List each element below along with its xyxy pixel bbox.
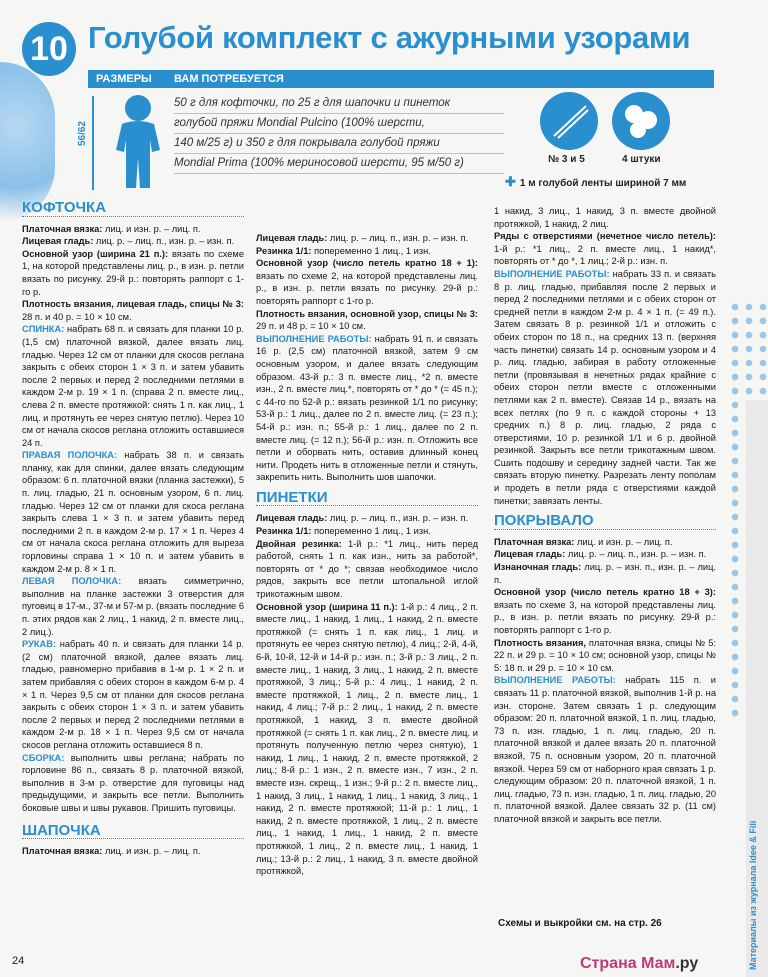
- materials-list: [174, 94, 504, 174]
- spine-text: Материалы из журнала Idee & Fili: [748, 820, 758, 970]
- page-title: Голубой комплект с ажурными узорами: [88, 20, 691, 55]
- watermark: Страна Мам.ру: [580, 955, 699, 972]
- section-title-hat: ШАПОЧКА: [22, 825, 244, 840]
- child-silhouette-icon: [108, 92, 168, 192]
- needles-size: № 3 и 5: [548, 154, 585, 165]
- materials-line: Mondial Prima (100% мериносовой шерсти, 95 м/50 г): [174, 154, 504, 174]
- buttons-count: 4 штуки: [622, 154, 661, 165]
- needles-icon: [540, 92, 598, 150]
- plus-icon: ✚: [505, 174, 516, 189]
- section-title-boots: ПИНЕТКИ: [256, 492, 478, 507]
- column-boots-blanket: 1 накид, 3 лиц., 1 накид, 3 п. вместе двойной протяжкой, 1 накид, 2 лиц. Ряды с отверстиями (нечетное число петель): 1-й р.: *1 лиц., 2 п. вместе лиц., 1 накид*, повторять от * до *, 1 лиц.; 2-й р.: изн. п. ВЫПОЛНЕНИЕ РАБОТЫ: набрать 33 п. и связать 8 р. лиц. гладью, прибавляя после 2 первых и перед 2 последними петлями и с обеих сторон от средней петли в каждом 2-м р. 4 × 1 п. (= 49 п.). Затем связать 8 р. резинкой 1/1 и отложить с обеих сторон по 18 п., на средних 13 п. (верхняя часть пинетки) связать 14 р. основным узором и 4 р. лиц. гладью, забирая в работу отложенные петли (провязывая в нечетных рядах крайние с обеих сторон петли вместе с отложенными петлями как 2 п. вместе). Связав 14 р., вязать на всех петлях (по 9 п. с каждой стороны + 13 средних п.) 8 р. лиц. гладью, 2 ряда с отверстиями, 10 р. резинкой 1/1 и 6 р. двойной резинкой. Закрыть все петли трикотажным швом. Сшить подошву и середину задней части. Так же связать вторую пинетку. Разрезать ленту пополам и продеть в петли ряда с отверстиями каждой пинетки; завязать ленты. ПОКРЫВАЛО Платочная вязка: лиц. и изн. р. – лиц. п. Лицевая гладь: лиц. р. – лиц. п., изн. р. – изн. п. Изнаночная гладь: лиц. р. – изн. п., изн. р. – лиц. п. Основной узор (число петель кратно 18 + 3): вязать по схеме 3, на которой представлены лиц. р., в изн. р. петли вязать по рисунку. 29-й р.: повторять раппорт с 1-го р. Плотность вязания, платочная вязка, спицы № 5: 22 п. и 29 р. = 10 × 10 см; основной узор, спицы № 5: 18 п. и 29 р. = 10 × 10 см. ВЫПОЛНЕНИЕ РАБОТЫ: набрать 115 п. и связать 11 р. платочной вязкой, выполнив 1-й р. на изн. стороне. Затем связать 1 р. следующим образом: 20 п. платочной вязкой, 1 п. лиц. гладью, 73 п. изн. гладью, 1 п. лиц. гладью, 20 п. платочной вязкой и далее вязать 20 п. платочной вязкой, 75 п. основным узором, 20 п. платочной вязкой. Через 59 см от наборного края связать 1 р. следующим образом: 20 п. платочной вязкой, 1 п. лиц. гладью, 73 п. изн. гладью, 1 п. лиц. гладью, 20 п. платочной вязкой. Далее связать 32 р. (11 см) платочной вязкой и закрыть все петли.: [494, 206, 716, 824]
- project-number-badge: 10: [22, 22, 76, 76]
- section-title-blanket: ПОКРЫВАЛО: [494, 515, 716, 530]
- section-title-kofta: КОФТОЧКА: [22, 202, 244, 217]
- buttons-icon: [612, 92, 670, 150]
- materials-line: голубой пряжи Mondial Pulcino (100% шерсти,: [174, 114, 504, 134]
- column-kofta: КОФТОЧКА Платочная вязка: лиц. и изн. р. – лиц. п. Лицевая гладь: лиц. р. – лиц. п., изн. р. – изн. п. Основной узор (ширина 21 п.): вязать по схеме 1, на которой представлены лиц. р., в изн. р. петли вязать по рисунку. 29-й р.: повторять раппорт с 1-го р. Плотность вязания, лицевая гладь, спицы № 3: 28 п. и 40 р. = 10 × 10 см. СПИНКА: набрать 68 п. и связать для планки 10 р. (1,5 см) платочной вязкой, далее вязать лиц. гладью. Через 12 см от планки для скосов реглана закрыть с обеих сторон 1 × 3 п. и затем убавить после 2 первых и перед 2 последними петлями в каждом 2-м р. 19 × 1 п. (справа 2 п. вместе лиц., слева 2 п. вместе протяжкой: снять 1 п. как лиц., 1 лиц. и протянуть ее через снятую петлю). Через 10 см от начала скосов реглана отложить оставшиеся 24 п. ПРАВАЯ ПОЛОЧКА: набрать 38 п. и связать планку, как для спинки, далее вязать следующим образом: 6 п. платочной вязки (планка застежки), 5 п. лиц. гладью, 21 п. основным узором, 6 п. лиц. гладью. Через 12 см от планки для скоса реглана закрыть слева 1 × 3 п. и затем убавить перед последними 2 п. в каждом 2-м р. 17 × 1 п. Через 4 см от начала скоса реглана отложить для выреза горловины справа 1 × 10 п. и затем убавить в каждом 2-м р. 8 × 1 п. ЛЕВАЯ ПОЛОЧКА: вязать симметрично, выполнив на планке застежки 3 отверстия для пуговиц в 17-м., 37-м и 57-м р. (вязать последние 6 п. этих рядов как 2 лиц., 1 накид, 2 п. вместе лиц., 2 лиц.). РУКАВ: набрать 40 п. и связать для планки 14 р. (2 см) платочной вязкой, далее вязать лиц. гладью, равномерно прибавив в 1-м р. 1 × 2 п. и затем прибавляя с обеих сторон в каждом 6-м р. 4 × 1 п. Через 9,5 см от планки для скосов реглана закрыть с обеих сторон 1 × 3 п. и затем убавить после 2 первых и перед 2 последними петлями в каждом 2-м р. 18 × 1 п. Через 9,5 см от начала скосов реглана отложить оставшиеся 8 п. СБОРКА: выполнить швы реглана; набрать по горловине 86 п., связать 8 р. платочной вязкой, выполнив в 3-м р. отверстие для пуговицы над предыдущими, и закрыть все петли. Выполнить боковые швы и швы рукавов. Пришить пуговицы. ШАПОЧКА Платочная вязка: лиц. и изн. р. – лиц. п.: [22, 199, 244, 857]
- yarn-ball-image: [0, 62, 55, 222]
- sizes-label: РАЗМЕРЫ: [88, 70, 168, 88]
- page-number: 24: [12, 955, 25, 967]
- size-dimension-line: [92, 96, 94, 190]
- materials-line: 50 г для кофточки, по 25 г для шапочки и пинеток: [174, 94, 504, 114]
- diagram-reference: Схемы и выкройки см. на стр. 26: [498, 918, 662, 929]
- materials-line: 140 м/25 г) и 350 г для покрывала голубой пряжи: [174, 134, 504, 154]
- materials-label: ВАМ ПОТРЕБУЕТСЯ: [166, 70, 714, 88]
- column-hat-boots: Лицевая гладь: лиц. р. – лиц. п., изн. р. – изн. п. Резинка 1/1: попеременно 1 лиц., 1 изн. Основной узор (число петель кратно 18 + 1): вязать по схеме 2, на которой представлены лиц. р., в изн. р. петли вязать по рисунку. 29-й р.: повторять раппорт с 1-го р. Плотность вязания, основной узор, спицы № 3: 29 п. и 48 р. = 10 × 10 см. ВЫПОЛНЕНИЕ РАБОТЫ: набрать 91 п. и связать 16 р. (2,5 см) платочной вязкой, затем 9 см основным узором, и далее вязать следующим образом. 43-й р.: 3 п. вместе лиц., *2 п. вместе изн., 2 п. вместе лиц.*, повторять от * до * (= 45 п.); с 44-го по 52-й р.: вязать резинкой 1/1 по рисунку; 53-й р.: 1 лиц., далее по 2 п. вместе лиц. (= 23 п.); 54-й р.: изн. п.; 55-й р.: 1 лиц., далее по 2 п. вместе лиц. (= 12 п.); 56-й р.: изн. п. Отложить все петли и оборвать нить, оставив длинный конец нити. Продеть нить в отложенные петли и стянуть, закрепить нить. Выполнить шов шапочки. ПИНЕТКИ Лицевая гладь: лиц. р. – лиц. п., изн. р. – изн. п. Резинка 1/1: попеременно 1 лиц., 1 изн. Двойная резинка: 1-й р.: *1 лиц., нить перед работой, снять 1 п. как изн., нить за работой*, повторять от * до *; связав необходимое число рядов, закрыть все петли штопальной иглой трикотажным швом. Основной узор (ширина 11 п.): 1-й р.: 4 лиц., 2 п. вместе лиц., 1 накид, 1 лиц., 1 накид, 2 п. вместе протяжкой (= снять 1 п. как лиц., 1 лиц. и протянуть ее через снятую петлю), 4 лиц.; 2-й, 4-й, 6-й, 10-й, 12-й и 14-й р.: изн. п.; 3-й р.: 3 лиц., 2 п. вместе лиц., 1 накид, 3 лиц., 1 накид, 2 п. вместе протяжкой, 3 лиц.; 5-й р.: 4 лиц., 1 накид, 2 п. вместе протяжкой, 1 лиц., 2 п. вместе лиц., 1 накид, 4 лиц.; 7-й р.: 2 лиц., 1 накид, 2 п. вместе протяжкой, 1 накид, 3 п. вместе двойной протяжкой (= снять 1 п. как лиц., 2 п. вместе лиц. и протянуть полученную петлю через снятую), 1 накид, 1 лиц., 1 накид, 2 п. вместе протяжкой, 2 лиц.; 8-й р.: 1 изн., 2 п. вместе изн., 7 изн., 2 п. вместе изн. скрещ., 1 изн.; 9-й р.: 2 п. вместе лиц., 1 накид, 3 лиц., 1 накид, 1 лиц., 1 накид, 3 лиц., 1 накид, 2 п. вместе протяжкой; 11-й р.: 1 лиц., 1 накид, 2 п. вместе протяжкой, 1 лиц., 2 п. вместе лиц., 1 накид, 1 лиц., 1 накид, 2 п. вместе протяжкой, 1 лиц., 2 п. вместе лиц., 1 накид, 1 лиц.; 13-й р.: 2 лиц., 1 накид, 3 п. вместе двойной протяжкой,: [256, 233, 478, 877]
- ribbon-note: [505, 174, 686, 190]
- ribbon-text: 1 м голубой ленты шириной 7 мм: [519, 178, 687, 189]
- size-value: 56/62: [77, 120, 89, 147]
